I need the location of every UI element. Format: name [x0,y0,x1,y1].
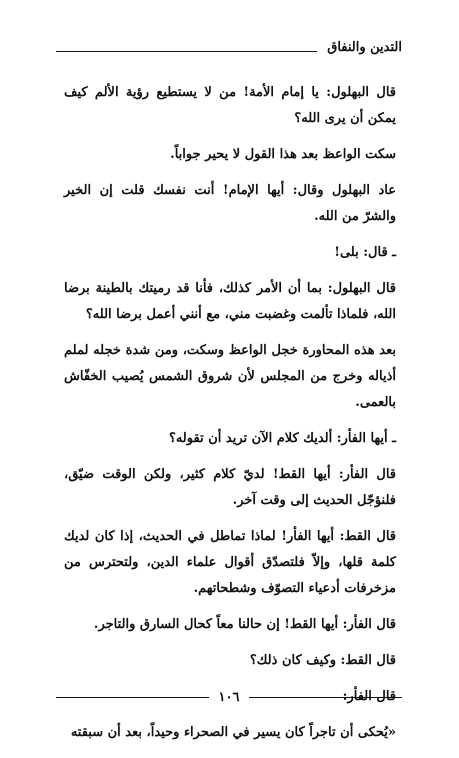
paragraph: قال الفأر: أيها القط! إن حالنا معاً كحال السارق والتاجر. [93,617,396,632]
paragraph: «يُحكى أن تاجراً كان يسير في الصحراء وحيداً، بعد أن سبقته [70,725,396,740]
paragraph: ـ أيها الفأر: ألديك كلام الآن تريد أن تقوله؟ [168,431,396,446]
paragraph: بعد هذه المحاورة خجل الواعظ وسكت، ومن شدة خجله لملم أذياله وخرج من المجلس لأن شروق الشمس يُصيب الخفّاش بالعمى. [64,343,396,410]
paragraph: قال القط: وكيف كان ذلك؟ [249,653,396,668]
paragraph: عاد البهلول وقال: أيها الإمام! أنت نفسك قلت إن الخير والشرّ من الله. [64,183,396,224]
paragraph: قال الفأر: أيها القط! لديّ كلام كثير، ولكن الوقت ضيّق، فلنؤجّل الحديث إلى وقت آخر. [64,467,396,508]
paragraph: قال القط: أيها الفأر! لماذا تماطل في الحديث، إذا كان لديك كلمة قلها، وإلاّ فلتصدّق أقوال علماء الدين، ولتحترس من مزخرفات أدعياء التصوّف وشطحاتهم. [64,529,396,596]
header-title: التدين والنفاق [327,40,402,55]
footer-rule-left [56,697,209,698]
paragraph: قال البهلول: يا إمام الأمة! من لا يستطيع رؤية الألم كيف يمكن أن يرى الله؟ [64,85,396,126]
paragraph: قال الفأر: [342,689,396,704]
body-text [64,80,396,756]
footer-rule-right [249,697,402,698]
running-header [56,34,402,56]
header-rule [56,51,317,52]
paragraph: ـ قال: بلى! [334,245,396,260]
page-footer [56,686,402,708]
page-number: ١٠٦ [218,689,240,705]
paragraph: سكت الواعظ بعد هذا القول لا يحير جواباً. [170,147,396,162]
paragraph: قال البهلول: بما أن الأمر كذلك، فأنا قد رميتك بالطينة برضا الله، فلماذا تألمت وغضبت مني، مع أنني أعمل برضا الله؟ [64,281,396,322]
